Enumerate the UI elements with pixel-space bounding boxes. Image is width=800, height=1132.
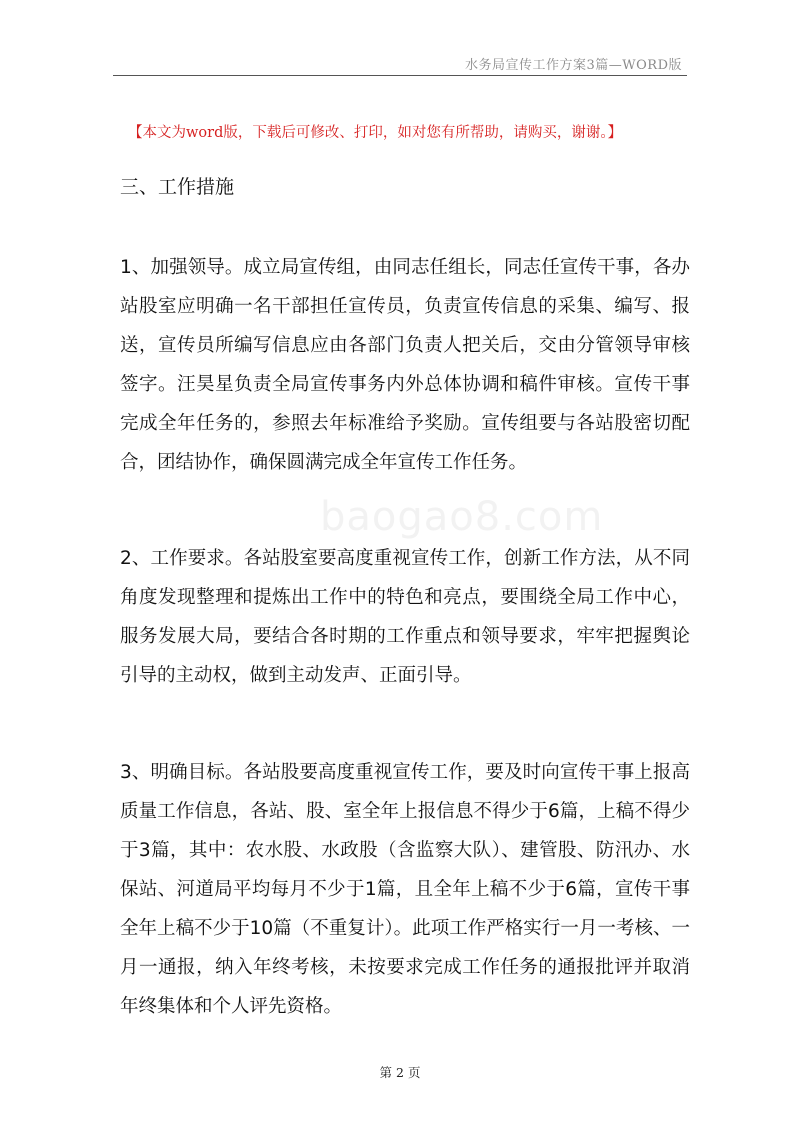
section-heading: 三、工作措施 xyxy=(120,176,235,198)
paragraph-clear-targets: 3、明确目标。各站股要高度重视宣传工作，要及时向宣传干事上报高质量工作信息，各站、股、室全年上报信息不得少于6篇，上稿不得少于3篇，其中：农水股、水政股（含监察大队）、建管股、防汛办、水保站、河道局平均每月不少于1篇，且全年上稿不少于6篇，宣传干事全年上稿不少于10篇（不重复计）。此项工作严格实行一月一考核、一月一通报，纳入年终考核，未按要求完成工作任务的通报批评并取消年终集体和个人评先资格。 xyxy=(120,762,690,1017)
watermark: baogao8.com xyxy=(320,494,604,540)
header-rule xyxy=(113,75,687,76)
paragraph-strengthen-leadership: 1、加强领导。成立局宣传组，由同志任组长，同志任宣传干事，各办站股室应明确一名干部担任宣传员，负责宣传信息的采集、编写、报送，宣传员所编写信息应由各部门负责人把关后，交由分管领导审核签字。汪昊星负责全局宣传事务内外总体协调和稿件审核。宣传干事完成全年任务的，参照去年标准给予奖励。宣传组要与各站股密切配合，团结协作，确保圆满完成全年宣传工作任务。 xyxy=(120,257,690,473)
paragraph-work-requirements: 2、工作要求。各站股室要高度重视宣传工作，创新工作方法，从不同角度发现整理和提炼出工作中的特色和亮点，要围绕全局工作中心，服务发展大局，要结合各时期的工作重点和领导要求，牢牢把握舆论引导的主动权，做到主动发声、正面引导。 xyxy=(120,548,690,686)
purchase-notice: 【本文为word版，下载后可修改、打印，如对您有所帮助，请购买，谢谢。】 xyxy=(128,125,623,141)
running-header: 水务局宣传工作方案3篇—WORD版 xyxy=(464,58,682,73)
page-number: 第 2 页 xyxy=(379,1065,421,1080)
